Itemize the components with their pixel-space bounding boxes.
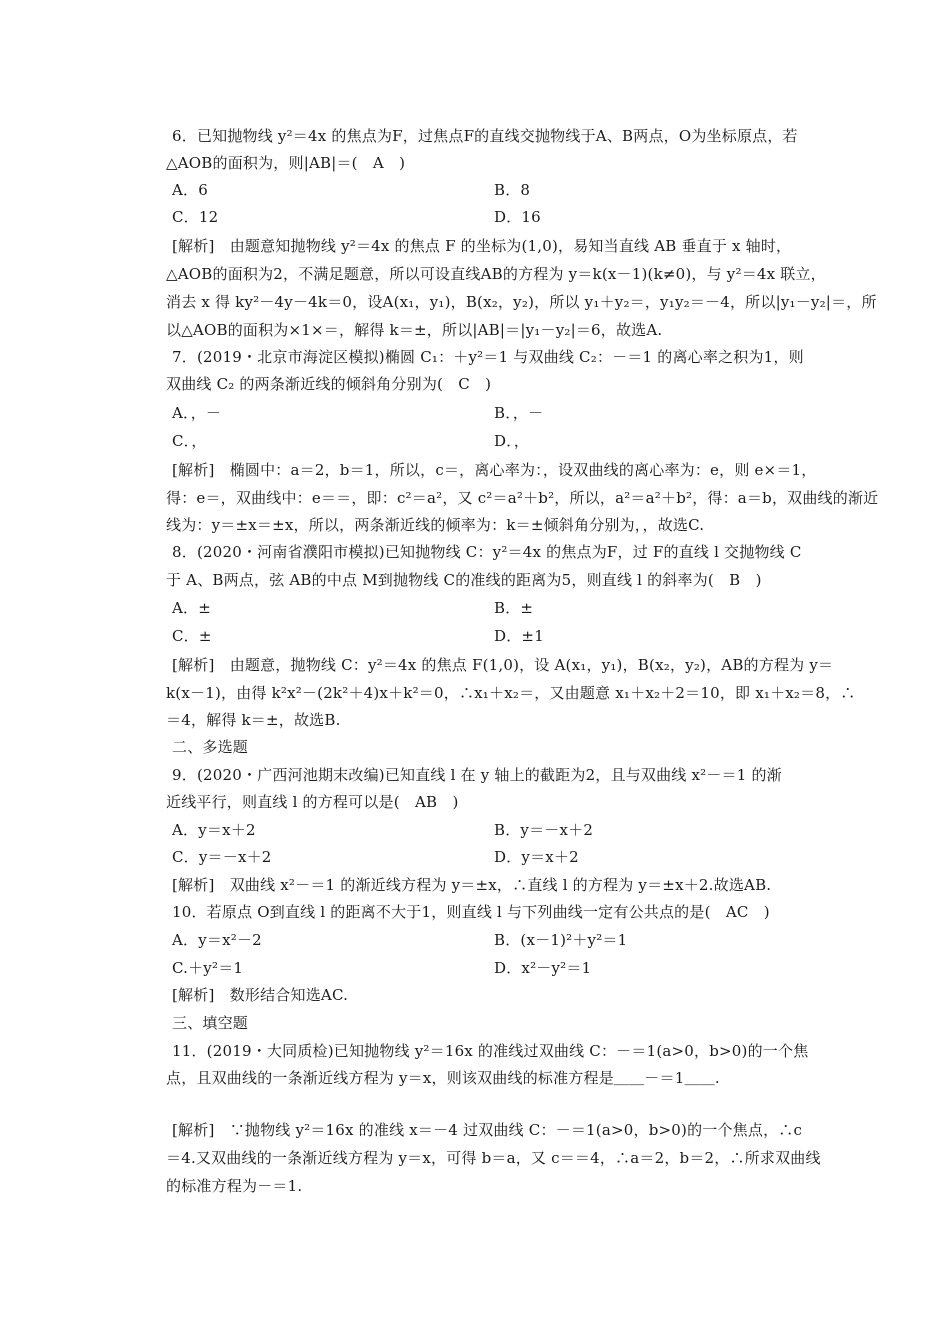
text-line-q10-opt-d: D．x²－y²＝1 (494, 959, 592, 977)
text-line-q7-sol-l2: 得：e＝，双曲线中：e＝＝，即：c²＝a²，又 c²＝a²＋b²，所以，a²＝a²＋b²，得：a＝b，双曲线的渐近 (166, 489, 879, 507)
text-line-q8-sol-l2: k(x－1)，由得 k²x²－(2k²＋4)x＋k²＝0，∴x₁＋x₂＝，又由题意 x₁＋x₂＋2＝10，即 x₁＋x₂＝8，∴ (166, 684, 856, 702)
text-line-q6-opt-d: D．16 (494, 208, 541, 226)
text-line-sec-2: 二、多选题 (172, 738, 249, 756)
text-line-q10-opt-b: B．(x－1)²＋y²＝1 (494, 931, 628, 949)
text-line-q7-opt-a: A．，－ (172, 404, 222, 422)
text-line-q6-opt-a: A．6 (172, 181, 208, 199)
text-line-q8-l2: 于 A、B两点，弦 AB的中点 M到抛物线 C的准线的距离为5，则直线 l 的斜率为( B ) (166, 571, 762, 589)
text-line-q6-l1: 6．已知抛物线 y²＝4x 的焦点为F，过焦点F的直线交抛物线于A、B两点，O为坐标原点，若 (172, 127, 798, 145)
text-line-q8-l1: 8．(2020・河南省濮阳市模拟)已知抛物线 C：y²＝4x 的焦点为F，过 F的直线 l 交抛物线 C (172, 543, 802, 561)
text-line-q10-opt-c: C.＋y²＝1 (172, 959, 244, 977)
text-line-q11-sol-l3: 的标准方程为－＝1. (166, 1177, 303, 1195)
text-line-q11-l2: 点，且双曲线的一条渐近线方程为 y＝x，则该双曲线的标准方程是＿＿－＝1＿＿. (166, 1069, 720, 1087)
text-line-q9-opt-c: C．y＝－x＋2 (172, 848, 272, 866)
text-line-q7-sol-l1: [解析] 椭圆中：a＝2，b＝1，所以，c＝，离心率为：，设双曲线的离心率为：e，则 e×＝1， (172, 461, 817, 479)
text-line-q9-l1: 9．(2020・广西河池期末改编)已知直线 l 在 y 轴上的截距为2，且与双曲线 x²－＝1 的渐 (172, 766, 782, 784)
text-line-q9-opt-b: B．y＝－x＋2 (494, 821, 594, 839)
text-line-q6-sol-l4: 以△AOB的面积为×1×＝，解得 k＝±，所以|AB|＝|y₁－y₂|＝6，故选A. (166, 321, 663, 339)
text-line-q8-opt-a: A．± (172, 599, 212, 617)
text-line-q8-opt-d: D．±1 (494, 627, 544, 645)
text-line-q6-l2: △AOB的面积为，则|AB|＝( A ) (166, 154, 406, 172)
text-line-q9-sol-l1: [解析] 双曲线 x²－＝1 的渐近线方程为 y＝±x，∴直线 l 的方程为 y＝±x＋2.故选AB. (172, 876, 772, 894)
text-line-q7-l2: 双曲线 C₂ 的两条渐近线的倾斜角分别为( C ) (166, 375, 492, 393)
text-line-q6-sol-l3: 消去 x 得 ky²－4y－4k＝0，设A(x₁，y₁)，B(x₂，y₂)，所以 y₁＋y₂＝，y₁y₂＝－4，所以|y₁－y₂|＝，所 (166, 293, 877, 311)
text-line-q10-sol-l1: [解析] 数形结合知选AC. (172, 986, 349, 1004)
text-line-q8-sol-l1: [解析] 由题意，抛物线 C：y²＝4x 的焦点 F(1,0)，设 A(x₁，y₁)，B(x₂，y₂)，AB的方程为 y＝ (172, 656, 834, 674)
text-line-q7-opt-c: C．， (172, 432, 207, 450)
text-line-q8-opt-c: C．± (172, 627, 212, 645)
text-line-q11-sol-l2: ＝4.又双曲线的一条渐近线方程为 y＝x，可得 b＝a，又 c＝＝4，∴a＝2，b＝2，∴所求双曲线 (166, 1149, 821, 1167)
text-line-q7-l1: 7．(2019・北京市海淀区模拟)椭圆 C₁：＋y²＝1 与双曲线 C₂：－＝1 的离心率之积为1，则 (172, 348, 804, 366)
text-line-q9-opt-a: A．y＝x＋2 (172, 821, 256, 839)
text-line-q10-opt-a: A．y＝x²－2 (172, 931, 262, 949)
text-line-q6-opt-b: B．8 (494, 181, 531, 199)
text-line-q8-sol-l3: ＝4，解得 k＝±，故选B. (166, 711, 341, 729)
text-line-q6-sol-l2: △AOB的面积为2，不满足题意，所以可设直线AB的方程为 y＝k(x－1)(k≠0)，与 y²＝4x 联立， (166, 265, 826, 283)
text-line-q7-sol-l3: 线为：y＝±x＝±x，所以，两条渐近线的倾率为：k＝±倾斜角分别为，，故选C. (166, 516, 705, 534)
text-line-q6-opt-c: C．12 (172, 208, 219, 226)
text-line-q8-opt-b: B．± (494, 599, 534, 617)
text-line-sec-3: 三、填空题 (172, 1014, 249, 1032)
text-line-q6-sol-l1: [解析] 由题意知抛物线 y²＝4x 的焦点 F 的坐标为(1,0)，易知当直线 AB 垂直于 x 轴时， (172, 237, 792, 255)
text-line-q7-opt-d: D．， (494, 432, 530, 450)
text-line-q9-l2: 近线平行，则直线 l 的方程可以是( AB ) (166, 793, 459, 811)
text-line-q11-l1: 11．(2019・大同质检)已知抛物线 y²＝16x 的准线过双曲线 C：－＝1(a>0，b>0)的一个焦 (172, 1042, 809, 1060)
text-line-q9-opt-d: D．y＝x＋2 (494, 848, 579, 866)
text-line-q7-opt-b: B．，－ (494, 404, 544, 422)
text-line-q11-sol-l1: [解析] ∵抛物线 y²＝16x 的准线 x＝－4 过双曲线 C：－＝1(a>0，b>0)的一个焦点，∴c (172, 1121, 803, 1139)
text-line-q10-l1: 10．若原点 O到直线 l 的距离不大于1，则直线 l 与下列曲线一定有公共点的是( AC ) (172, 903, 770, 921)
